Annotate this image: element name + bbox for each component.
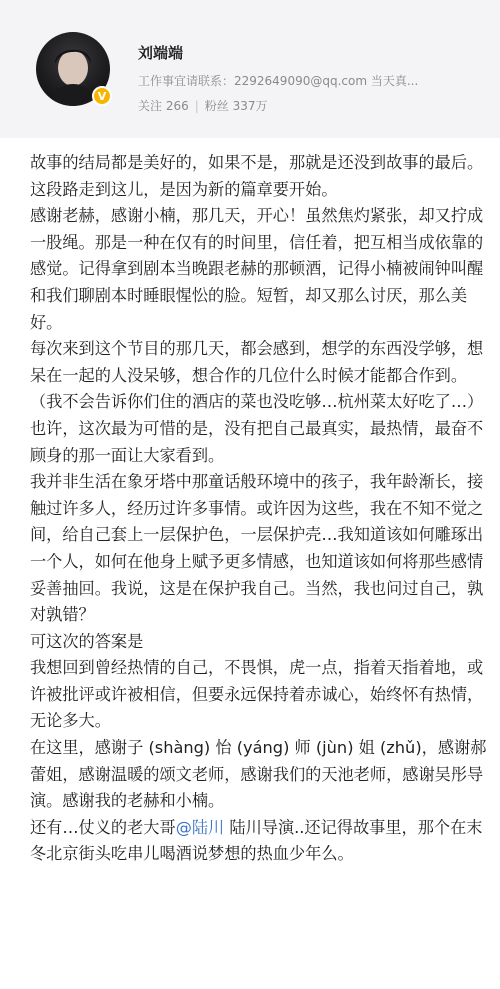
verified-badge-icon: V <box>92 86 112 106</box>
post-paragraph: 也许，这次最为可惜的是，没有把自己最真实，最热情，最奋不顾身的那一面让大家看到。 <box>30 418 484 465</box>
user-stats <box>138 97 268 114</box>
followers-count[interactable]: 粉丝 337万 <box>204 99 268 113</box>
user-bio: 工作事宜请联系：2292649090@qq.com 当天真... <box>138 74 419 88</box>
post-paragraph: 我想回到曾经热情的自己，不畏惧，虎一点，指着天指着地，或许被批评或许被相信，但要永远保持着赤诚心，始终怀有热情，无论多大。 <box>30 658 484 731</box>
post-body <box>30 150 490 868</box>
post-paragraph: 每次来到这个节目的那几天，都会感到，想学的东西没学够，想呆在一起的人没呆够，想合作的几位什么时候才能都合作到。（我不会告诉你们住的酒店的菜也没吃够…杭州菜太好吃了…） <box>30 339 484 412</box>
profile-header <box>0 0 500 138</box>
following-count[interactable]: 关注 266 <box>138 99 189 113</box>
post-paragraph: 在这里，感谢子 (shàng) 怡 (yáng) 师 (jùn) 姐 (zhǔ)，感谢郝蕾姐，感谢温暖的颂文老师，感谢我们的天池老师，感谢吴彤导演。感谢我的老赫和小楠。 <box>30 738 487 811</box>
post-paragraph: 故事的结局都是美好的，如果不是，那就是还没到故事的最后。这段路走到这儿，是因为新的篇章要开始。 <box>30 153 484 199</box>
avatar-wrap[interactable] <box>36 32 110 106</box>
mention-link[interactable]: @陆川 <box>175 817 225 837</box>
post-paragraph: 可这次的答案是 <box>30 631 144 651</box>
stats-separator: | <box>194 99 199 113</box>
post-text: 还有…仗义的老大哥 <box>30 817 176 837</box>
post-paragraph: 感谢老赫，感谢小楠，那几天，开心！虽然焦灼紧张，却又拧成一股绳。那是一种在仅有的时间里，信任着，把互相当成依靠的感觉。记得拿到剧本当晚跟老赫的那顿酒，记得小楠被闹钟叫醒和我们聊剧本时睡眼惺忪的脸。短暂，却又那么讨厌，那么美好。 <box>30 206 484 332</box>
post-paragraph-last <box>30 815 490 868</box>
user-name[interactable]: 刘端端 <box>138 44 184 62</box>
post-text: 陆川导演..还记得故事里，那个在末冬北京街头吃串儿喝酒说梦想的热血少年么。 <box>30 817 483 864</box>
post-paragraph: 我并非生活在象牙塔中那童话般环境中的孩子，我年龄渐长，接触过许多人，经历过许多事情。或许因为这些，我在不知不觉之间，给自己套上一层保护色，一层保护壳…我知道该如何雕琢出一个人，如何在他身上赋予更多情感，也知道该如何将那些感情妥善抽回。我说，这是在保护我自己。当然，我也问过自己，孰对孰错？ <box>30 472 484 625</box>
